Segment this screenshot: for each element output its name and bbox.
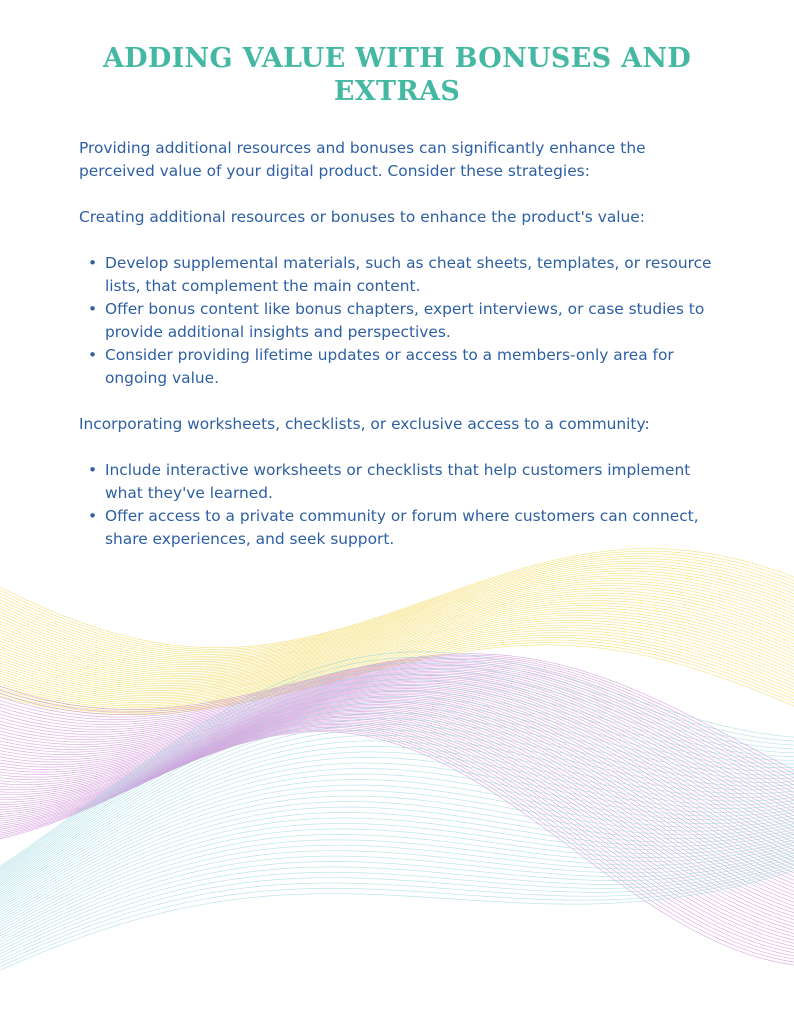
wave-teal-line	[0, 857, 794, 959]
wave-yellow-line	[0, 620, 794, 697]
wave-purple-line	[0, 693, 794, 875]
wave-yellow-line	[0, 625, 794, 701]
community-bullet-list	[79, 459, 719, 551]
wave-yellow-line	[0, 610, 794, 690]
wave-teal-line	[0, 869, 794, 974]
wave-purple-line	[0, 723, 794, 947]
wave-yellow-line	[0, 645, 794, 715]
wave-yellow-line	[0, 606, 794, 688]
wave-teal-line	[0, 854, 794, 956]
wave-teal-line	[0, 818, 794, 933]
wave-purple-line	[0, 674, 794, 825]
list-item: • Consider providing lifetime updates or access to a members-only area for ongoing value.	[88, 346, 674, 387]
wave-purple-line	[0, 680, 794, 841]
wave-purple-line	[0, 722, 794, 945]
wave-purple-line	[0, 691, 794, 870]
resources-bullet-list	[79, 252, 719, 390]
wave-purple-line	[0, 665, 794, 802]
wave-purple-line	[0, 654, 794, 772]
wave-purple-line	[0, 713, 794, 924]
wave-purple-line	[0, 687, 794, 859]
wave-yellow-line	[0, 596, 794, 681]
wave-teal-line	[0, 719, 794, 894]
wave-purple-line	[0, 676, 794, 830]
wave-purple-line	[0, 700, 794, 893]
wave-teal-line	[0, 730, 794, 898]
wave-yellow-line	[0, 586, 794, 674]
wave-purple-line	[0, 686, 794, 856]
bullet-icon: •	[88, 300, 98, 318]
wave-purple-line	[0, 663, 794, 795]
wave-teal-line	[0, 663, 794, 876]
wave-teal-line	[0, 859, 794, 962]
wave-teal-line	[0, 774, 794, 914]
wave-purple-line	[0, 671, 794, 817]
bullet-icon: •	[88, 461, 98, 479]
wave-purple-line	[0, 726, 794, 954]
wave-teal-line	[0, 852, 794, 953]
wave-yellow-line	[0, 591, 794, 677]
wave-teal-line	[0, 669, 794, 878]
wave-teal-line	[0, 674, 794, 879]
purple-wave-band	[0, 654, 794, 966]
wave-yellow-line	[0, 561, 794, 656]
wave-yellow-line	[0, 615, 794, 694]
wave-yellow-line	[0, 564, 794, 659]
wave-teal-line	[0, 862, 794, 965]
wave-yellow-line	[0, 630, 794, 704]
list-item: • Offer bonus content like bonus chapters, expert interviews, or case studies to provide additional insights and perspectives.	[88, 300, 705, 341]
wave-yellow-line	[0, 623, 794, 700]
wave-teal-line	[0, 652, 794, 873]
wave-yellow-line	[0, 603, 794, 686]
wave-purple-line	[0, 661, 794, 791]
wave-teal-line	[0, 824, 794, 936]
wave-purple-line	[0, 716, 794, 931]
wave-purple-line	[0, 717, 794, 934]
wave-teal-line	[0, 685, 794, 883]
wave-purple-line	[0, 683, 794, 848]
wave-purple-line	[0, 667, 794, 806]
wave-yellow-line	[0, 613, 794, 693]
wave-purple-line	[0, 677, 794, 833]
wave-teal-line	[0, 845, 794, 947]
wave-purple-line	[0, 690, 794, 867]
wave-purple-line	[0, 730, 794, 962]
wave-teal-line	[0, 724, 794, 895]
wave-teal-line	[0, 763, 794, 909]
wave-purple-line	[0, 706, 794, 907]
page-title: ADDING VALUE WITH BONUSES AND EXTRAS	[102, 43, 692, 107]
wave-purple-line	[0, 720, 794, 941]
wave-yellow-line	[0, 628, 794, 703]
wave-yellow-line	[0, 638, 794, 710]
wave-teal-line	[0, 796, 794, 923]
wave-purple-line	[0, 655, 794, 776]
intro-paragraph: Providing additional resources and bonuses can significantly enhance the perceived value of your digital product. Consider these strategies:	[79, 139, 646, 180]
wave-yellow-line	[0, 588, 794, 675]
wave-yellow-line	[0, 633, 794, 707]
wave-yellow-line	[0, 568, 794, 661]
wave-purple-line	[0, 704, 794, 903]
wave-purple-line	[0, 684, 794, 852]
wave-teal-line	[0, 840, 794, 944]
wave-purple-line	[0, 670, 794, 814]
wave-purple-line	[0, 696, 794, 882]
wave-purple-line	[0, 657, 794, 780]
wave-yellow-line	[0, 608, 794, 689]
wave-teal-line	[0, 752, 794, 905]
wave-teal-line	[0, 829, 794, 939]
wave-purple-line	[0, 725, 794, 951]
wave-yellow-line	[0, 576, 794, 667]
wave-yellow-line	[0, 640, 794, 711]
wave-purple-line	[0, 664, 794, 799]
teal-wave-band	[0, 652, 794, 975]
wave-purple-line	[0, 658, 794, 783]
wave-purple-line	[0, 678, 794, 836]
wave-purple-line	[0, 694, 794, 878]
wave-teal-line	[0, 864, 794, 968]
wave-teal-line	[0, 791, 794, 921]
wave-teal-line	[0, 807, 794, 928]
wave-teal-line	[0, 691, 794, 885]
wave-teal-line	[0, 702, 794, 888]
wave-yellow-line	[0, 581, 794, 670]
wave-purple-line	[0, 697, 794, 885]
wave-teal-line	[0, 834, 794, 941]
wave-teal-line	[0, 741, 794, 901]
wave-yellow-line	[0, 583, 794, 672]
wave-purple-line	[0, 710, 794, 918]
wave-yellow-line	[0, 643, 794, 714]
wave-purple-line	[0, 681, 794, 844]
wave-teal-line	[0, 780, 794, 917]
list-item: • Develop supplemental materials, such as cheat sheets, templates, or resource lists, that complement the main content.	[88, 254, 712, 295]
list-item: • Include interactive worksheets or checklists that help customers implement what they've learned.	[88, 461, 691, 502]
bullet-icon: •	[88, 507, 98, 525]
wave-yellow-line	[0, 578, 794, 668]
wave-purple-line	[0, 707, 794, 910]
wave-yellow-line	[0, 598, 794, 682]
wave-yellow-line	[0, 601, 794, 684]
wave-purple-line	[0, 673, 794, 822]
wave-teal-line	[0, 867, 794, 972]
wave-purple-line	[0, 699, 794, 890]
wave-yellow-line	[0, 618, 794, 696]
wave-teal-line	[0, 769, 794, 912]
wave-purple-line	[0, 689, 794, 864]
wave-purple-line	[0, 712, 794, 922]
wave-teal-line	[0, 713, 794, 892]
wave-yellow-line	[0, 635, 794, 708]
wave-teal-line	[0, 708, 794, 890]
wave-teal-line	[0, 849, 794, 950]
wave-teal-line	[0, 735, 794, 899]
wave-teal-line	[0, 757, 794, 907]
body-content	[79, 137, 719, 574]
wave-purple-line	[0, 702, 794, 897]
wave-yellow-line	[0, 566, 794, 660]
section-heading-community: Incorporating worksheets, checklists, or exclusive access to a community:	[79, 415, 650, 433]
wave-purple-line	[0, 729, 794, 960]
wave-teal-line	[0, 813, 794, 931]
wave-teal-line	[0, 746, 794, 903]
wave-teal-line	[0, 680, 794, 881]
wave-purple-line	[0, 660, 794, 788]
wave-teal-line	[0, 696, 794, 886]
bullet-icon: •	[88, 254, 98, 272]
section-heading-resources: Creating additional resources or bonuses to enhance the product's value:	[79, 208, 645, 226]
bullet-icon: •	[88, 346, 98, 364]
wave-teal-line	[0, 657, 794, 874]
wave-purple-line	[0, 727, 794, 956]
wave-purple-line	[0, 668, 794, 810]
wave-purple-line	[0, 709, 794, 914]
wave-purple-line	[0, 703, 794, 900]
wave-purple-line	[0, 719, 794, 938]
wave-teal-line	[0, 785, 794, 918]
wave-teal-line	[0, 802, 794, 926]
wave-purple-line	[0, 732, 794, 966]
wave-purple-line	[0, 714, 794, 927]
wave-yellow-line	[0, 573, 794, 664]
wave-yellow-line	[0, 593, 794, 679]
wave-yellow-line	[0, 571, 794, 663]
list-item: • Offer access to a private community or forum where customers can connect, share experiences, and seek support.	[88, 507, 699, 548]
